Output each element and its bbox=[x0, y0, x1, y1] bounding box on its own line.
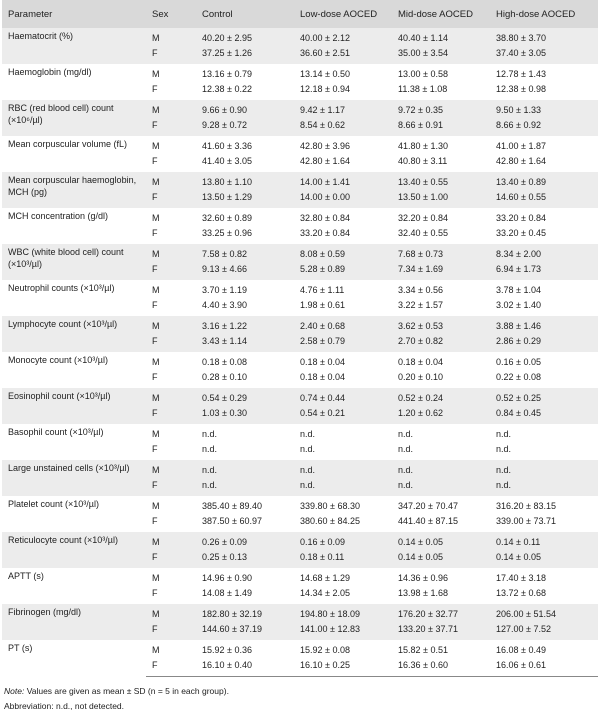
value-cell: 41.00 ± 1.87 bbox=[496, 141, 546, 151]
value-cell: n.d. bbox=[300, 429, 316, 439]
note-label: Note: bbox=[4, 686, 25, 696]
footnote-abbreviation: Abbreviation: n.d., not detected. bbox=[4, 701, 125, 711]
value-cell: 0.74 ± 0.44 bbox=[294, 388, 392, 406]
value-cell: 0.20 ± 0.10 bbox=[398, 372, 443, 382]
table-row bbox=[2, 136, 598, 154]
sex-cell: M bbox=[146, 532, 196, 550]
sex-cell: M bbox=[152, 645, 160, 655]
value-cell: 0.18 ± 0.08 bbox=[202, 357, 247, 367]
parameter-cell: Reticulocyte count (×10³/µl) bbox=[2, 532, 146, 568]
value-cell: 8.66 ± 0.91 bbox=[392, 118, 490, 136]
value-cell: 13.50 ± 1.00 bbox=[392, 190, 490, 208]
table-row bbox=[2, 316, 598, 334]
value-cell: 2.58 ± 0.79 bbox=[294, 334, 392, 352]
value-cell: 0.16 ± 0.05 bbox=[496, 357, 541, 367]
sex-cell: M bbox=[146, 28, 196, 46]
value-cell: 36.60 ± 2.51 bbox=[294, 46, 392, 64]
value-cell: 2.86 ± 0.29 bbox=[490, 334, 598, 352]
parameter-cell: RBC (red blood cell) count (×10⁶/µl) bbox=[2, 100, 146, 136]
value-cell: 0.84 ± 0.45 bbox=[490, 406, 598, 424]
value-cell: 380.60 ± 84.25 bbox=[300, 516, 360, 526]
parameter-cell: Platelet count (×10³/µl) bbox=[8, 499, 99, 509]
value-cell: 194.80 ± 18.09 bbox=[294, 604, 392, 622]
header-control: Control bbox=[202, 8, 233, 20]
value-cell: 32.80 ± 0.84 bbox=[300, 213, 350, 223]
value-cell: 0.28 ± 0.10 bbox=[202, 372, 247, 382]
sex-cell: F bbox=[152, 156, 158, 166]
value-cell: 37.40 ± 3.05 bbox=[490, 46, 598, 64]
value-cell: 0.18 ± 0.04 bbox=[300, 357, 345, 367]
value-cell: 12.78 ± 1.43 bbox=[496, 69, 546, 79]
parameter-cell: Haematocrit (%) bbox=[2, 28, 146, 64]
value-cell: 13.00 ± 0.58 bbox=[398, 69, 448, 79]
sex-cell: F bbox=[152, 444, 158, 454]
value-cell: 16.36 ± 0.60 bbox=[392, 658, 490, 677]
parameter-cell: Eosinophil count (×10³/µl) bbox=[2, 388, 146, 424]
value-cell: 4.40 ± 3.90 bbox=[202, 300, 247, 310]
value-cell: 385.40 ± 89.40 bbox=[202, 501, 262, 511]
parameter-cell: Large unstained cells (×10³/µl) bbox=[2, 460, 146, 496]
table-body bbox=[2, 28, 598, 677]
sex-cell: F bbox=[146, 46, 196, 64]
value-cell: n.d. bbox=[294, 478, 392, 496]
sex-cell: M bbox=[152, 357, 160, 367]
value-cell: 9.42 ± 1.17 bbox=[294, 100, 392, 118]
value-cell: 9.13 ± 4.66 bbox=[196, 262, 294, 280]
value-cell: n.d. bbox=[398, 444, 414, 454]
value-cell: n.d. bbox=[196, 460, 294, 478]
value-cell: 127.00 ± 7.52 bbox=[490, 622, 598, 640]
value-cell: 9.72 ± 0.35 bbox=[392, 100, 490, 118]
value-cell: 3.16 ± 1.22 bbox=[196, 316, 294, 334]
table-row bbox=[2, 280, 598, 298]
value-cell: 8.34 ± 2.00 bbox=[490, 244, 598, 262]
sex-cell: M bbox=[152, 141, 160, 151]
sex-cell: M bbox=[152, 69, 160, 79]
value-cell: 16.10 ± 0.40 bbox=[196, 658, 294, 677]
value-cell: 7.68 ± 0.73 bbox=[392, 244, 490, 262]
sex-cell: M bbox=[152, 285, 160, 295]
value-cell: 0.18 ± 0.04 bbox=[300, 372, 345, 382]
value-cell: 144.60 ± 37.19 bbox=[196, 622, 294, 640]
value-cell: 0.14 ± 0.05 bbox=[490, 550, 598, 568]
sex-cell: M bbox=[152, 429, 160, 439]
value-cell: 2.70 ± 0.82 bbox=[392, 334, 490, 352]
sex-cell: M bbox=[146, 388, 196, 406]
value-cell: 12.38 ± 0.22 bbox=[202, 84, 252, 94]
value-cell: 9.66 ± 0.90 bbox=[196, 100, 294, 118]
value-cell: 12.38 ± 0.98 bbox=[496, 84, 546, 94]
value-cell: 9.28 ± 0.72 bbox=[196, 118, 294, 136]
value-cell: 182.80 ± 32.19 bbox=[196, 604, 294, 622]
value-cell: 3.22 ± 1.57 bbox=[398, 300, 443, 310]
value-cell: 41.60 ± 3.36 bbox=[202, 141, 252, 151]
sex-cell: M bbox=[146, 172, 196, 190]
parameter-cell: PT (s) bbox=[8, 643, 33, 653]
table-row bbox=[2, 532, 598, 550]
value-cell: 13.40 ± 0.55 bbox=[392, 172, 490, 190]
value-cell: 14.96 ± 0.90 bbox=[202, 573, 252, 583]
value-cell: 1.03 ± 0.30 bbox=[196, 406, 294, 424]
sex-cell: M bbox=[146, 316, 196, 334]
sex-cell: M bbox=[152, 573, 160, 583]
sex-cell: M bbox=[146, 604, 196, 622]
value-cell: 12.18 ± 0.94 bbox=[300, 84, 350, 94]
value-cell: 8.54 ± 0.62 bbox=[294, 118, 392, 136]
value-cell: 387.50 ± 60.97 bbox=[202, 516, 262, 526]
table-footnote bbox=[4, 684, 600, 714]
table-row bbox=[2, 28, 598, 46]
value-cell: 347.20 ± 70.47 bbox=[398, 501, 458, 511]
value-cell: 7.58 ± 0.82 bbox=[196, 244, 294, 262]
value-cell: 16.08 ± 0.49 bbox=[496, 645, 546, 655]
value-cell: 35.00 ± 3.54 bbox=[392, 46, 490, 64]
parameter-cell: MCH concentration (g/dl) bbox=[8, 211, 109, 221]
table-row bbox=[2, 604, 598, 622]
table-row bbox=[2, 244, 598, 262]
table-row bbox=[2, 172, 598, 190]
value-cell: 16.06 ± 0.61 bbox=[490, 658, 598, 677]
value-cell: 14.68 ± 1.29 bbox=[300, 573, 350, 583]
parameter-cell: Neutrophil counts (×10³/µl) bbox=[8, 283, 115, 293]
value-cell: 0.14 ± 0.11 bbox=[490, 532, 598, 550]
header-row bbox=[2, 0, 598, 28]
value-cell: 15.92 ± 0.08 bbox=[300, 645, 350, 655]
value-cell: 0.22 ± 0.08 bbox=[496, 372, 541, 382]
sex-cell: F bbox=[146, 118, 196, 136]
value-cell: 11.38 ± 1.08 bbox=[398, 84, 448, 94]
value-cell: 13.14 ± 0.50 bbox=[300, 69, 350, 79]
value-cell: 15.82 ± 0.51 bbox=[398, 645, 448, 655]
table-row bbox=[2, 100, 598, 118]
value-cell: 33.20 ± 0.84 bbox=[300, 228, 350, 238]
value-cell: 40.00 ± 2.12 bbox=[294, 28, 392, 46]
value-cell: 33.25 ± 0.96 bbox=[202, 228, 252, 238]
value-cell: n.d. bbox=[490, 460, 598, 478]
value-cell: 3.43 ± 1.14 bbox=[196, 334, 294, 352]
sex-cell: F bbox=[146, 622, 196, 640]
header-high-dose: High-dose AOCED bbox=[496, 8, 576, 20]
value-cell: 14.60 ± 0.55 bbox=[490, 190, 598, 208]
value-cell: 13.80 ± 1.10 bbox=[196, 172, 294, 190]
sex-cell: F bbox=[146, 406, 196, 424]
value-cell: 0.54 ± 0.29 bbox=[196, 388, 294, 406]
table-row bbox=[2, 388, 598, 406]
value-cell: n.d. bbox=[300, 444, 316, 454]
sex-cell: M bbox=[152, 501, 160, 511]
header-parameter: Parameter bbox=[8, 8, 53, 20]
table-row bbox=[2, 424, 598, 442]
value-cell: 40.40 ± 1.14 bbox=[392, 28, 490, 46]
value-cell: 42.80 ± 3.96 bbox=[300, 141, 350, 151]
sex-cell: F bbox=[152, 588, 158, 598]
value-cell: 4.76 ± 1.11 bbox=[300, 285, 345, 295]
value-cell: 40.20 ± 2.95 bbox=[196, 28, 294, 46]
sex-cell: F bbox=[146, 334, 196, 352]
value-cell: 0.18 ± 0.11 bbox=[294, 550, 392, 568]
parameter-cell: WBC (white blood cell) count (×10³/µl) bbox=[2, 244, 146, 280]
value-cell: 41.80 ± 1.30 bbox=[398, 141, 448, 151]
value-cell: 37.25 ± 1.26 bbox=[196, 46, 294, 64]
value-cell: 16.10 ± 0.25 bbox=[294, 658, 392, 677]
value-cell: 13.16 ± 0.79 bbox=[202, 69, 252, 79]
value-cell: 0.54 ± 0.21 bbox=[294, 406, 392, 424]
value-cell: 0.52 ± 0.24 bbox=[392, 388, 490, 406]
value-cell: 0.52 ± 0.25 bbox=[490, 388, 598, 406]
sex-cell: F bbox=[146, 190, 196, 208]
value-cell: 176.20 ± 32.77 bbox=[392, 604, 490, 622]
value-cell: 40.80 ± 3.11 bbox=[398, 156, 448, 166]
value-cell: 13.40 ± 0.89 bbox=[490, 172, 598, 190]
value-cell: 0.14 ± 0.05 bbox=[392, 550, 490, 568]
parameter-cell: Mean corpuscular volume (fL) bbox=[8, 139, 128, 149]
value-cell: 316.20 ± 83.15 bbox=[496, 501, 556, 511]
value-cell: 8.66 ± 0.92 bbox=[490, 118, 598, 136]
value-cell: n.d. bbox=[490, 478, 598, 496]
sex-cell: M bbox=[146, 100, 196, 118]
value-cell: 33.20 ± 0.84 bbox=[496, 213, 546, 223]
value-cell: 0.16 ± 0.09 bbox=[294, 532, 392, 550]
value-cell: 14.00 ± 1.41 bbox=[294, 172, 392, 190]
footnote-note bbox=[4, 684, 600, 699]
sex-cell: F bbox=[152, 372, 158, 382]
value-cell: 32.40 ± 0.55 bbox=[398, 228, 448, 238]
value-cell: 7.34 ± 1.69 bbox=[392, 262, 490, 280]
value-cell: 1.20 ± 0.62 bbox=[392, 406, 490, 424]
sex-cell: F bbox=[152, 84, 158, 94]
value-cell: n.d. bbox=[202, 429, 218, 439]
value-cell: 13.98 ± 1.68 bbox=[398, 588, 448, 598]
value-cell: 15.92 ± 0.36 bbox=[202, 645, 252, 655]
table-row bbox=[2, 640, 598, 658]
sex-cell: F bbox=[146, 550, 196, 568]
parameter-cell: Lymphocyte count (×10³/µl) bbox=[2, 316, 146, 352]
sex-cell: F bbox=[146, 658, 196, 677]
sex-cell: F bbox=[152, 516, 158, 526]
value-cell: 42.80 ± 1.64 bbox=[496, 156, 546, 166]
value-cell: 13.50 ± 1.29 bbox=[196, 190, 294, 208]
value-cell: 3.34 ± 0.56 bbox=[398, 285, 443, 295]
value-cell: 13.72 ± 0.68 bbox=[496, 588, 546, 598]
sex-cell: F bbox=[152, 228, 158, 238]
value-cell: 141.00 ± 12.83 bbox=[294, 622, 392, 640]
parameter-cell: Fibrinogen (mg/dl) bbox=[2, 604, 146, 640]
value-cell: 339.00 ± 73.71 bbox=[496, 516, 556, 526]
value-cell: 9.50 ± 1.33 bbox=[490, 100, 598, 118]
value-cell: 33.20 ± 0.45 bbox=[496, 228, 546, 238]
value-cell: 3.78 ± 1.04 bbox=[496, 285, 541, 295]
value-cell: 0.25 ± 0.13 bbox=[196, 550, 294, 568]
table-row bbox=[2, 64, 598, 82]
header-low-dose: Low-dose AOCED bbox=[300, 8, 378, 20]
value-cell: 206.00 ± 51.54 bbox=[490, 604, 598, 622]
value-cell: 41.40 ± 3.05 bbox=[202, 156, 252, 166]
value-cell: 3.70 ± 1.19 bbox=[202, 285, 247, 295]
value-cell: 14.00 ± 0.00 bbox=[294, 190, 392, 208]
sex-cell: F bbox=[152, 300, 158, 310]
value-cell: 2.40 ± 0.68 bbox=[294, 316, 392, 334]
value-cell: n.d. bbox=[496, 444, 512, 454]
value-cell: 5.28 ± 0.89 bbox=[294, 262, 392, 280]
header-sex: Sex bbox=[152, 8, 169, 20]
haematology-table bbox=[2, 0, 598, 677]
note-text: Values are given as mean ± SD (n = 5 in each group). bbox=[24, 686, 229, 696]
parameter-cell: Monocyte count (×10³/µl) bbox=[8, 355, 108, 365]
value-cell: n.d. bbox=[392, 460, 490, 478]
parameter-cell: APTT (s) bbox=[8, 571, 44, 581]
value-cell: 8.08 ± 0.59 bbox=[294, 244, 392, 262]
sex-cell: M bbox=[152, 213, 160, 223]
value-cell: 38.80 ± 3.70 bbox=[490, 28, 598, 46]
value-cell: n.d. bbox=[202, 444, 218, 454]
value-cell: 0.14 ± 0.05 bbox=[392, 532, 490, 550]
value-cell: 3.88 ± 1.46 bbox=[490, 316, 598, 334]
value-cell: 14.34 ± 2.05 bbox=[300, 588, 350, 598]
value-cell: 1.98 ± 0.61 bbox=[300, 300, 345, 310]
table-row bbox=[2, 208, 598, 226]
value-cell: 133.20 ± 37.71 bbox=[392, 622, 490, 640]
header-mid-dose: Mid-dose AOCED bbox=[398, 8, 473, 20]
parameter-cell: Haemoglobin (mg/dl) bbox=[8, 67, 92, 77]
table-row bbox=[2, 496, 598, 514]
parameter-cell: Basophil count (×10³/µl) bbox=[8, 427, 104, 437]
sex-cell: F bbox=[146, 262, 196, 280]
table-row bbox=[2, 460, 598, 478]
value-cell: n.d. bbox=[398, 429, 414, 439]
sex-cell: M bbox=[146, 244, 196, 262]
value-cell: 14.36 ± 0.96 bbox=[398, 573, 448, 583]
value-cell: 3.62 ± 0.53 bbox=[392, 316, 490, 334]
table-row bbox=[2, 352, 598, 370]
value-cell: 6.94 ± 1.73 bbox=[490, 262, 598, 280]
value-cell: n.d. bbox=[294, 460, 392, 478]
sex-cell: M bbox=[146, 460, 196, 478]
value-cell: 32.20 ± 0.84 bbox=[398, 213, 448, 223]
table-row bbox=[2, 568, 598, 586]
value-cell: 42.80 ± 1.64 bbox=[300, 156, 350, 166]
value-cell: 0.18 ± 0.04 bbox=[398, 357, 443, 367]
value-cell: 3.02 ± 1.40 bbox=[496, 300, 541, 310]
value-cell: 339.80 ± 68.30 bbox=[300, 501, 360, 511]
value-cell: 17.40 ± 3.18 bbox=[496, 573, 546, 583]
value-cell: n.d. bbox=[496, 429, 512, 439]
value-cell: n.d. bbox=[392, 478, 490, 496]
parameter-cell: Mean corpuscular haemoglobin, MCH (pg) bbox=[2, 172, 146, 208]
value-cell: 441.40 ± 87.15 bbox=[398, 516, 458, 526]
value-cell: 14.08 ± 1.49 bbox=[202, 588, 252, 598]
value-cell: n.d. bbox=[196, 478, 294, 496]
value-cell: 32.60 ± 0.89 bbox=[202, 213, 252, 223]
value-cell: 0.26 ± 0.09 bbox=[196, 532, 294, 550]
sex-cell: F bbox=[146, 478, 196, 496]
